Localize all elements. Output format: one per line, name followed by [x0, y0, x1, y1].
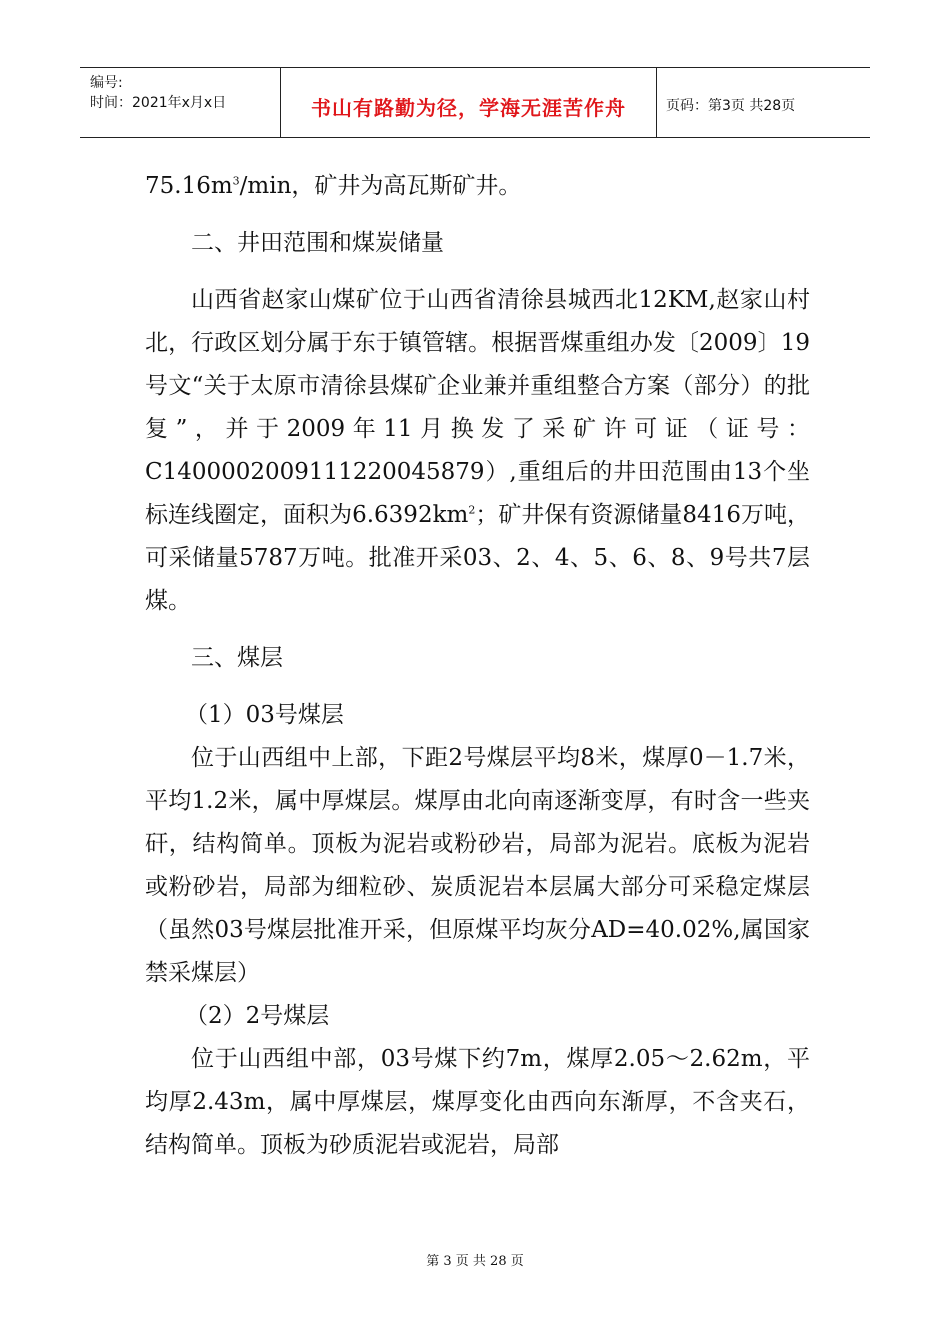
document-body: [145, 165, 810, 1167]
paragraph-gas-emission: $75.16m^3/\min$，矿井为高瓦斯矿井。: [145, 173, 522, 199]
paragraph-field-range: 山西省赵家山煤矿位于山西省清徐县城西北12KM,赵家山村北，行政区划分属于东于镇管辖。根据晋煤重组办发〔2009〕19号文“关于太原市清徐县煤矿企业兼并重组整合方案（部分）的批复”，并于2009年11月换发了采矿许可证（证号：C1400002009111220045879）,重组后的井田范围由13个坐标连线圈定，面积为$6.6392km^2$；矿井保有资源储量8416万吨，可采储量5787万吨。批准开采03、2、4、5、6、8、9号共7层煤。: [145, 287, 810, 614]
document-time-label: 时间：2021年x月x日: [90, 95, 227, 111]
paragraph-seam-03: 位于山西组中上部，下距2号煤层平均8米，煤厚0－1.7米，平均1.2米，属中厚煤层。煤厚由北向南逐渐变厚，有时含一些夹矸，结构简单。顶板为泥岩或粉砂岩，局部为泥岩。底板为泥岩或粉砂岩，局部为细粒砂、炭质泥岩本层属大部分可采稳定煤层（虽然03号煤层批准开采，但原煤平均灰分AD=40.02%,属国家禁采煤层）: [145, 745, 810, 986]
subheading-seam-2: （2）2号煤层: [185, 1003, 330, 1029]
section-heading-field-range: 二、井田范围和煤炭储量: [191, 230, 444, 256]
subheading-seam-03: （1）03号煤层: [185, 702, 344, 728]
header-table: [80, 67, 870, 138]
motto-text: 书山有路勤为径，学海无涯苦作舟: [311, 96, 626, 120]
header-meta-cell: [80, 68, 281, 137]
header-page-info: 页码：第3页 共28页: [666, 98, 796, 114]
header-page-cell: [658, 68, 870, 137]
header-motto-cell: [281, 68, 657, 137]
document-number-label: 编号:: [90, 75, 123, 91]
page-footer: 第 3 页 共 28 页: [426, 1254, 524, 1269]
section-heading-coal-seams: 三、煤层: [191, 645, 283, 671]
paragraph-seam-2: 位于山西组中部，03号煤下约7m，煤厚2.05～2.62m，平均厚2.43m，属中厚煤层，煤厚变化由西向东渐厚，不含夹石，结构简单。顶板为砂质泥岩或泥岩，局部: [145, 1046, 810, 1158]
